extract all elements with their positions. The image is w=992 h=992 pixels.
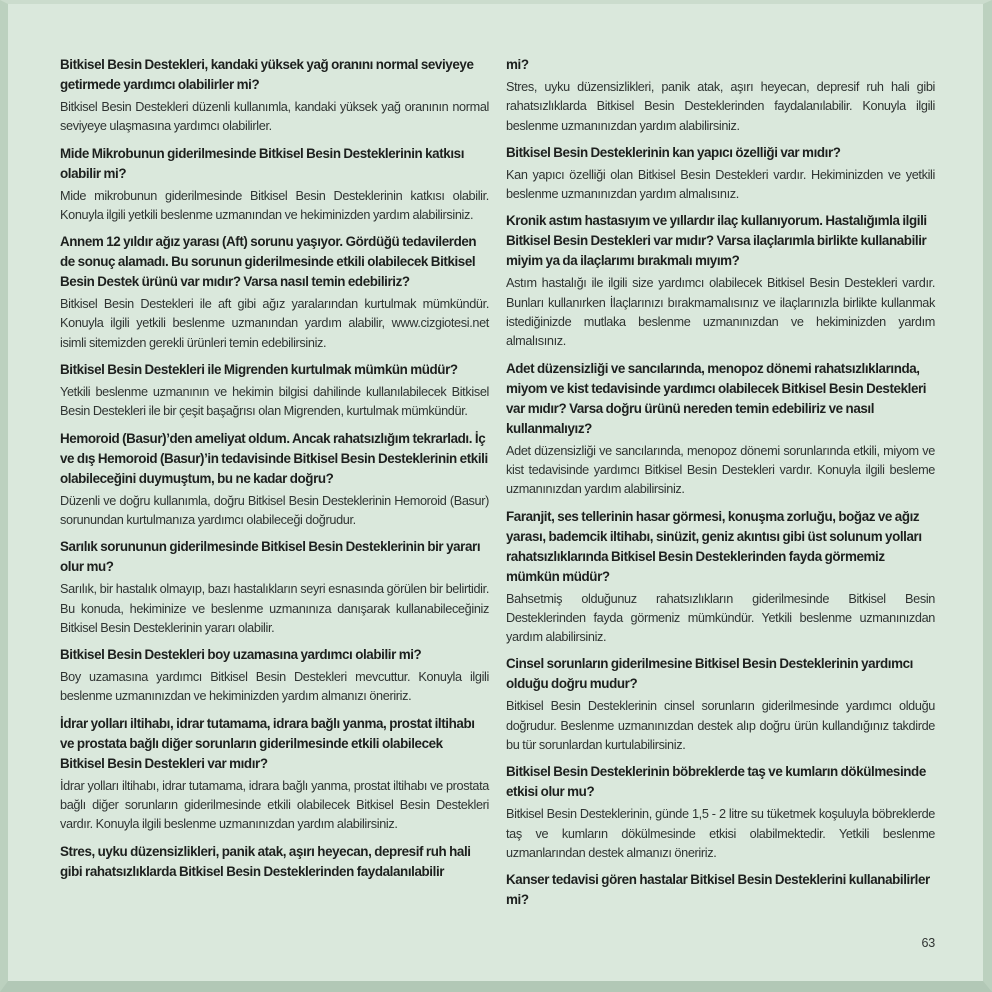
answer-text: Mide mikrobunun giderilmesinde Bitkisel Besin Desteklerinin katkısı olabilir. Konuyla ilgili yetkili beslenme uzmanından ve hekiminizden yardım alabilirsiniz. — [60, 188, 489, 222]
question-text: Adet düzensizliği ve sancılarında, menopoz dönemi rahatsızlıklarında, miyom ve kist tedavisinde yardımcı olabilecek Bitkisel Besin Destekleri var mıdır? Varsa doğru ürünü nereden temin edebiliriz ve nasıl kullanmalıyız? — [506, 360, 927, 436]
question-text: Bitkisel Besin Destekleri, kandaki yüksek yağ oranını normal seviyeye getirmede yardımcı olabilirler mi? — [60, 57, 474, 92]
question-text: Hemoroid (Basur)’den ameliyat oldum. Ancak rahatsızlığım tekrarladı. İç ve dış Hemoroid (Basur)’in tedavisinde Bitkisel Besin Desteklerinin etkili olabileceğini duymuştum, bu ne kadar doğru? — [60, 430, 488, 486]
question-text: İdrar yolları iltihabı, idrar tutamama, idrara bağlı yanma, prostat iltihabı ve prostata bağlı diğer sorunların giderilmesinde etkili olabilecek Bitkisel Besin Destekleri var mıdır? — [60, 715, 475, 771]
answer-text: Stres, uyku düzensizlikleri, panik atak, aşırı heyecan, depresif ruh hali gibi rahatsızlıklarda Bitkisel Besin Desteklerinden faydalanılabilir. Konuyla ilgili beslenme uzmanınızdan yardım alabilirsiniz. — [506, 80, 935, 133]
answer-text: Bitkisel Besin Desteklerinin cinsel sorunların giderilmesinde yardımcı olduğu doğrudur. Beslenme uzmanınızdan destek alıp doğru ürün kullandığınız takdirde bu tür sorunlardan kurtulabilirsiniz. — [506, 699, 935, 753]
question-text: Stres, uyku düzensizlikleri, panik atak, aşırı heyecan, depresif ruh hali gibi rahatsızlıklarda Bitkisel Besin Desteklerinden faydalanılabilir — [60, 843, 471, 879]
question-text: Kronik astım hastasıyım ve yıllardır ilaç kullanıyorum. Hastalığımla ilgili Bitkisel Besin Destekleri var mıdır? Varsa ilaçlarımla birlikte kullanabilir miyim ya da ilaçlarımı bırakmalı mıyım? — [506, 213, 927, 269]
column-left — [60, 55, 489, 885]
question-text: Faranjit, ses tellerinin hasar görmesi, konuşma zorluğu, boğaz ve ağız yarası, bademcik iltihabı, sinüzit, geniz akıntısı gibi üst solunum yolları rahatsızlıklarında Bitkisel Besin Desteklerinden fayda görmemiz mümkün müdür? — [506, 508, 922, 584]
question-text: Bitkisel Besin Desteklerinin böbreklerde taş ve kumların dökülmesinde etkisi olur mu? — [506, 764, 926, 800]
answer-text: Astım hastalığı ile ilgili size yardımcı olabilecek Bitkisel Besin Destekleri vardır. Bunları kullanırken İlaçlarınızı bırakmamalısınız ve ilaçlarınızla birlikte kullanmak istediğinizde mutlaka beslenme uzmanınızdan ve hekiminizden yardım almalısınız. — [506, 276, 935, 349]
answer-text: Bitkisel Besin Destekleri ile aft gibi ağız yaralarından kurtulmak mümkündür. Konuyla ilgili yetkili beslenme uzmanından yardım alabilir, www.cizgiotesi.net isimli sitemizden gerekli ürünleri temin edebilirsiniz. — [60, 297, 489, 350]
answer-text: Kan yapıcı özelliği olan Bitkisel Besin Destekleri vardır. Hekiminizden ve yetkili beslenme uzmanınızdan yardım almalısınız. — [506, 167, 935, 202]
answer-text: Bitkisel Besin Desteklerinin, günde 1,5 - 2 litre su tüketmek koşuluyla böbreklerde taş ve kumların dökülmesinde etkisi olabilmektedir. Yetkili beslenme uzmanlarından destek almanızı öneririz. — [506, 807, 935, 860]
answer-text: Bitkisel Besin Destekleri düzenli kullanımla, kandaki yüksek yağ oranının normal seviyeye ulaşmasına yardımcı olabilirler. — [60, 100, 489, 134]
question-text: mi? — [506, 57, 529, 72]
question-text: Bitkisel Besin Destekleri boy uzamasına yardımcı olabilir mi? — [60, 647, 422, 663]
answer-text: Düzenli ve doğru kullanımla, doğru Bitkisel Besin Desteklerinin Hemoroid (Basur) sorunundan kurtulmanıza yardımcı olabileceği doğrudur. — [60, 493, 489, 527]
question-text: Cinsel sorunların giderilmesine Bitkisel Besin Desteklerinin yardımcı olduğu doğru mudur? — [506, 656, 913, 692]
question-text: Annem 12 yıldır ağız yarası (Aft) sorunu yaşıyor. Gördüğü tedavilerden de sonuç alamadı. Bu sorunun giderilmesinde etkili olabilecek Bitkisel Besin Destek ürünü var mıdır? Varsa nasıl temin edebiliriz? — [60, 234, 477, 290]
answer-text: Boy uzamasına yardımcı Bitkisel Besin Destekleri mevcuttur. Konuyla ilgili beslenme uzmanınızdan ve hekiminizden yardım almanızı öneririz. — [60, 670, 489, 704]
page-number: 63 — [921, 936, 935, 950]
page-content — [60, 55, 935, 913]
question-text: Bitkisel Besin Desteklerinin kan yapıcı özelliği var mıdır? — [506, 144, 841, 160]
column-right — [506, 55, 935, 913]
answer-text: İdrar yolları iltihabı, idrar tutamama, idrara bağlı yanma, prostat iltihabı ve prostata bağlı diğer sorunların giderilmesinde etkili olabilecek Bitkisel Besin Destekleri vardır. Konuyla ilgili beslenme uzmanınızdan yardım alabilirsiniz. — [60, 778, 489, 832]
question-text: Mide Mikrobunun giderilmesinde Bitkisel Besin Desteklerinin katkısı olabilir mi? — [60, 145, 465, 181]
answer-text: Adet düzensizliği ve sancılarında, menopoz dönemi sorunlarında etkili, miyom ve kist tedavisinde yardımcı Bitkisel Besin Destekleri vardır. Konuyla ilgili besleme uzmanınızdan yardım alabilirsiniz. — [506, 443, 935, 497]
answer-text: Yetkili beslenme uzmanının ve hekimin bilgisi dahilinde kullanılabilecek Bitkisel Besin Destekleri ile bir çeşit başağrısı olan Migrenden, kurtulmak mümkündür. — [60, 385, 489, 419]
answer-text: Sarılık, bir hastalık olmayıp, bazı hastalıkların seyri esnasında görülen bir belirtidir. Bu konuda, hekiminize ve beslenme uzmanınıza danışarak kullanabileceğiniz Bitkisel Besin Desteklerinin yararı olabilir. — [60, 582, 489, 635]
question-text: Kanser tedavisi gören hastalar Bitkisel Besin Desteklerini kullanabilirler mi? — [506, 872, 930, 908]
question-text: Sarılık sorununun giderilmesinde Bitkisel Besin Desteklerinin bir yararı olur mu? — [60, 539, 481, 575]
question-text: Bitkisel Besin Destekleri ile Migrenden kurtulmak mümkün müdür? — [60, 362, 458, 378]
answer-text: Bahsetmiş olduğunuz rahatsızlıkların giderilmesinde Bitkisel Besin Desteklerinden fayda görmeniz mümkündür. Yetkili beslenme uzmanınızdan yardım alabilirsiniz. — [506, 591, 935, 645]
